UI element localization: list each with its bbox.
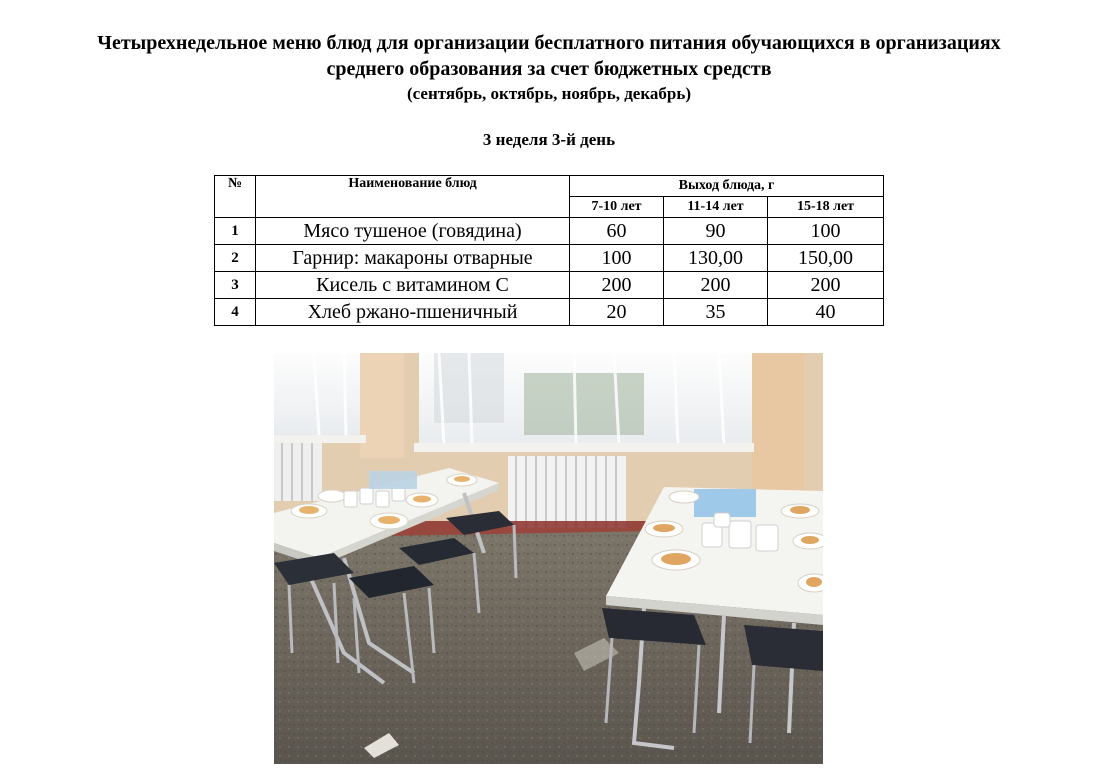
radiator-left: [274, 443, 322, 501]
dish-name: Хлеб ржано-пшеничный: [256, 299, 570, 326]
window-left: [274, 353, 366, 435]
table-row: [215, 299, 884, 326]
menu-table: [214, 175, 884, 326]
yield-7-10: 200: [570, 272, 664, 299]
yield-15-18: 150,00: [768, 245, 884, 272]
dish-name: Гарнир: макароны отварные: [256, 245, 570, 272]
sill-center: [414, 443, 754, 452]
document-title: [0, 30, 1098, 82]
radiator-center: [508, 456, 626, 528]
row-number: 2: [215, 245, 256, 272]
yield-11-14: 35: [664, 299, 768, 326]
title-line-2: среднего образования за счет бюджетных средств: [326, 58, 772, 80]
tree-outside: [524, 373, 644, 435]
table-header-row: [215, 176, 884, 197]
header-age-7-10: 7-10 лет: [570, 197, 664, 218]
sill-left: [274, 435, 366, 443]
yield-7-10: 60: [570, 218, 664, 245]
row-number: 4: [215, 299, 256, 326]
dish-name: Мясо тушеное (говядина): [256, 218, 570, 245]
week-day-heading: 3 неделя 3-й день: [482, 130, 616, 149]
yield-11-14: 200: [664, 272, 768, 299]
header-age-15-18: 15-18 лет: [768, 197, 884, 218]
yield-7-10: 20: [570, 299, 664, 326]
table-row: [215, 218, 884, 245]
table-row: [215, 272, 884, 299]
dish-name: Кисель с витамином С: [256, 272, 570, 299]
table-row: [215, 245, 884, 272]
yield-11-14: 130,00: [664, 245, 768, 272]
row-number: 1: [215, 218, 256, 245]
yield-11-14: 90: [664, 218, 768, 245]
yield-15-18: 200: [768, 272, 884, 299]
column-left: [360, 353, 404, 458]
header-age-11-14: 11-14 лет: [664, 197, 768, 218]
tray-left: [369, 471, 417, 489]
yield-7-10: 100: [570, 245, 664, 272]
row-number: 3: [215, 272, 256, 299]
header-number: №: [215, 176, 256, 218]
period-subtitle: (сентябрь, октябрь, ноябрь, декабрь): [407, 84, 691, 103]
header-yield: Выход блюда, г: [570, 176, 884, 197]
header-dish-name: Наименование блюд: [256, 176, 570, 218]
column-right: [752, 353, 804, 493]
yield-15-18: 100: [768, 218, 884, 245]
title-line-1: Четырехнедельное меню блюд для организации бесплатного питания обучающихся в организациях: [97, 32, 1001, 54]
yield-15-18: 40: [768, 299, 884, 326]
canteen-photo: [274, 353, 823, 764]
